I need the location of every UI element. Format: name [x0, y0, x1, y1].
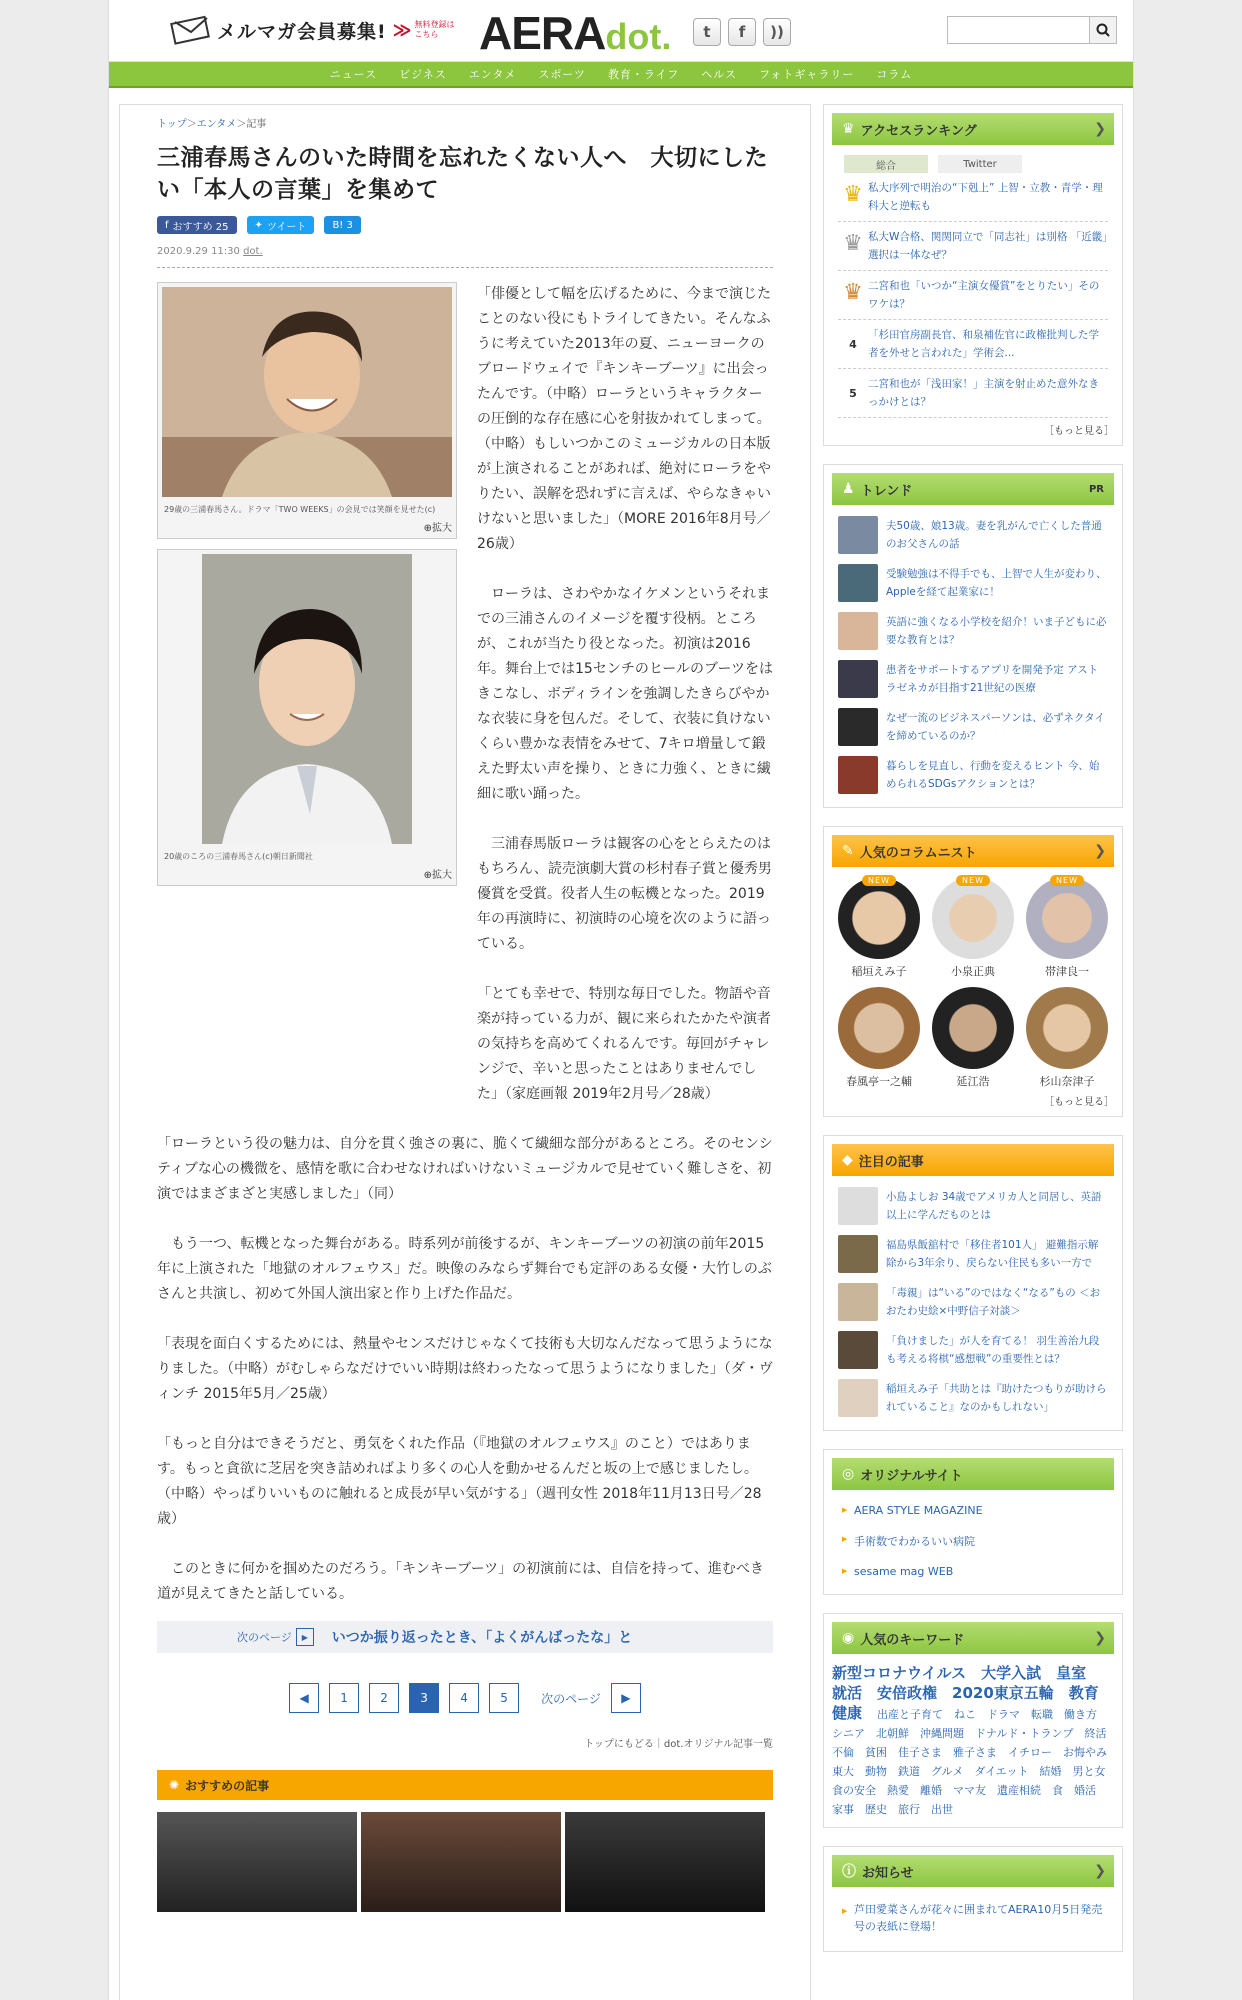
keyword-link[interactable]: 男と女	[1072, 1765, 1117, 1778]
ranking-box	[823, 104, 1123, 446]
next-page-label[interactable]: 次のページ	[237, 1631, 292, 1644]
original-site-link[interactable]: ▶ sesame mag WEB	[842, 1557, 1104, 1586]
keyword-link[interactable]: 転職	[1031, 1708, 1065, 1721]
recommended-thumb[interactable]	[361, 1812, 561, 1912]
chevron-right-icon: ❯	[1094, 1630, 1106, 1646]
zoom-link-2[interactable]: ⊕拡大	[423, 870, 452, 881]
trend-item[interactable]: 受験勉強は不得手でも、上智で人生が変わり、Appleを経て起業家に！	[838, 559, 1108, 607]
news-link[interactable]: ▶ 芦田愛菜さんが花々に囲まれてAERA10月5日発売号の表紙に登場！	[842, 1893, 1104, 1943]
keyword-link[interactable]: 皇室	[1056, 1664, 1102, 1682]
mailmag-banner[interactable]	[169, 14, 461, 46]
person-icon: ♟	[842, 481, 855, 497]
original-list-link[interactable]: dot.オリジナル記事一覧	[663, 1739, 773, 1750]
photo-figure-1[interactable]	[157, 282, 457, 539]
columnist-box	[823, 826, 1123, 1117]
chevron-right-icon: ❯	[1094, 1863, 1106, 1879]
facebook-icon[interactable]: f	[728, 18, 756, 46]
article-meta	[157, 246, 773, 268]
paragraph: 三浦春馬版ローラは観客の心をとらえたのはもちろん、読売演劇大賞の杉村春子賞と優秀男優賞を受賞。役者人生の転機となった。2019年の再演時に、初演時の心境を次のように語っている。	[477, 836, 772, 952]
envelope-icon	[169, 14, 213, 46]
pr-badge: PR	[1088, 483, 1104, 495]
featured-item[interactable]: 福島県飯舘村で「移住者101人」 避難指示解除から3年余り、戻らない住民も多い一方で	[838, 1230, 1108, 1278]
ranking-item[interactable]: ♛ 私大序列で明治の“下剋上” 上智・立教・青学・理科大と逆転も	[838, 173, 1108, 222]
article-body-side	[477, 282, 773, 1132]
trend-thumb	[838, 660, 878, 698]
facebook-icon: f	[165, 219, 169, 231]
global-nav	[109, 62, 1133, 88]
rss-icon[interactable]: ))	[763, 18, 791, 46]
original-site-link[interactable]: ▶ AERA STYLE MAGAZINE	[842, 1496, 1104, 1525]
article-title: 三浦春馬さんのいた時間を忘れたくない人へ 大切にしたい「本人の言葉」を集めて	[157, 145, 768, 203]
columnist-avatar	[932, 987, 1014, 1069]
keyword-link[interactable]: シニア	[832, 1727, 876, 1740]
photo-caption-2: 20歳のころの三浦春馬さん(c)朝日新聞社	[164, 852, 313, 861]
page-link-current[interactable]: 3	[409, 1683, 439, 1713]
next-page-teaser[interactable]	[157, 1621, 773, 1653]
keyword-link[interactable]: 結婚	[1039, 1765, 1073, 1778]
rank-number: 5	[849, 387, 857, 400]
silver-crown-icon: ♛	[843, 230, 863, 256]
columnist[interactable]: NEW 小泉正典	[926, 877, 1020, 979]
keyword-link[interactable]: 離婚	[920, 1784, 953, 1797]
article-column	[119, 104, 811, 2000]
featured-thumb	[838, 1187, 878, 1225]
keyword-link[interactable]: 雅子さま	[953, 1746, 1008, 1759]
bottom-links: トップにもどる｜dot.オリジナル記事一覧	[584, 1739, 773, 1750]
ranking-item[interactable]: ♛ 二宮和也「いつか“主演女優賞”をとりたい」そのワケは？	[838, 271, 1108, 320]
tag-icon: ◆	[842, 1152, 853, 1168]
trend-item[interactable]: 英語に強くなる小学校を紹介！いま子どもに必要な教育とは？	[838, 607, 1108, 655]
nav-item[interactable]: エンタメ	[468, 68, 517, 81]
keyword-link[interactable]: 東大	[832, 1765, 865, 1778]
paragraph: 「とても幸せで、特別な毎日でした。物語や音楽が持っている力が、観に来られたかたや演者の気持ちを高めてくれるんです。毎回がチャレンジで、辛いと思ったことはありませんでした」（家庭画報 2019年2月号／28歳）	[477, 986, 771, 1102]
breadcrumb-top[interactable]: トップ	[157, 119, 187, 130]
new-badge: NEW	[1050, 875, 1084, 886]
keyword-link[interactable]: ドナルド・トランプ	[975, 1727, 1085, 1740]
play-icon: ▶	[296, 1628, 314, 1646]
next-page-button[interactable]: ▶	[611, 1683, 641, 1713]
columnist-avatar	[1026, 877, 1108, 959]
columnist-avatar	[1026, 987, 1108, 1069]
trend-thumb	[838, 516, 878, 554]
bronze-crown-icon: ♛	[843, 279, 863, 305]
ranking-item[interactable]: ♛ 私大W合格、関関同立で「同志社」は別格 「近畿」選択は一体なぜ？	[838, 222, 1108, 271]
tab-twitter[interactable]: Twitter	[938, 155, 1022, 173]
featured-item[interactable]: 小島よしお 34歳でアメリカ人と同居し、英語以上に学んだものとは	[838, 1182, 1108, 1230]
keyword-link[interactable]: 婚活	[1074, 1784, 1107, 1797]
twitter-icon[interactable]: t	[693, 18, 721, 46]
trend-item[interactable]: なぜ一流のビジネスパーソンは、必ずネクタイを締めているのか？	[838, 703, 1108, 751]
keyword-link[interactable]: ママ友	[953, 1784, 997, 1797]
keyword-link[interactable]: 出世	[931, 1803, 964, 1816]
keyword-link[interactable]: 食	[1052, 1784, 1074, 1797]
breadcrumb-category[interactable]: エンタメ	[196, 119, 237, 130]
keyword-link[interactable]: ダイエット	[974, 1765, 1040, 1778]
nav-item[interactable]: 教育・ライフ	[607, 68, 680, 81]
ranking-tabs	[844, 155, 1114, 173]
keyword-link[interactable]: 家事	[832, 1803, 865, 1816]
page-link[interactable]: 1	[329, 1683, 359, 1713]
bulb-icon: ✺	[169, 1778, 180, 1792]
featured-item[interactable]: 「負けました」が人を育てる！ 羽生善治九段も考える将棋“感想戦”の重要性とは？	[838, 1326, 1108, 1374]
chevron-right-icon: ❯	[1094, 121, 1106, 137]
original-site-link[interactable]: ▶ 手術数でわかるいい病院	[842, 1525, 1104, 1557]
trend-header: ♟ トレンド PR	[832, 473, 1114, 505]
nav-item[interactable]: ニュース	[329, 68, 378, 81]
nav-item[interactable]: フォトギャラリー	[758, 68, 855, 81]
search-input[interactable]	[947, 16, 1089, 44]
trend-item[interactable]: 夫50歳、娘13歳。妻を乳がんで亡くした普通のお父さんの話	[838, 511, 1108, 559]
keyword-link[interactable]: お悔やみ	[1063, 1746, 1118, 1759]
next-page-title[interactable]: いつか振り返ったとき、「よくがんばったな」と	[331, 1630, 633, 1646]
keyword-link[interactable]: グルメ	[931, 1765, 975, 1778]
paragraph: もう一つ、転機となった舞台がある。時系列が前後するが、キンキーブーツの初演の前年2015年に上演された「地獄のオルフェウス」だ。映像のみならず舞台でも定評のある女優・大竹しのぶさんと共演し、初めて外国人演出家と作り上げた作品だ。	[157, 1236, 772, 1302]
trend-box	[823, 464, 1123, 808]
keywords-header[interactable]: ◉ 人気のキーワード ❯	[832, 1622, 1114, 1654]
ranking-more-link[interactable]: ［もっと見る］	[1044, 426, 1114, 437]
keyword-link[interactable]: 2020東京五輪	[952, 1684, 1069, 1702]
facebook-recommend-button[interactable]: f おすすめ 25	[157, 216, 237, 234]
original-sites-header: ◎ オリジナルサイト	[832, 1458, 1114, 1490]
page-link[interactable]: 2	[369, 1683, 399, 1713]
columnist-more-link[interactable]: ［もっと見る］	[1044, 1097, 1114, 1108]
featured-thumb	[838, 1331, 878, 1369]
keyword-link[interactable]: 旅行	[898, 1803, 931, 1816]
featured-item[interactable]: 「毒親」は“いる”のではなく“なる”もの ＜おおたわ史絵×中野信子対談＞	[838, 1278, 1108, 1326]
trend-thumb	[838, 708, 878, 746]
keyword-cloud	[832, 1664, 1118, 1819]
featured-item[interactable]: 稲垣えみ子「共助とは『助けたつもりが助けられていること』なのかもしれない」	[838, 1374, 1108, 1422]
paragraph: 「もっと自分はできそうだと、勇気をくれた作品（『地獄のオルフェウス』のこと）ではあります。もっと貪欲に芝居を突き詰めればより多くの心人を動かせるんだと坂の上で感じましたし。（中略）やっぱりいいものに触れると成長が早い気がする」（週刊女性 2018年11月13日号／28歳）	[157, 1436, 762, 1527]
mailmag-sub[interactable]: 無料登録はこちら	[414, 20, 455, 39]
recommended-thumbnails	[157, 1812, 773, 1912]
news-box	[823, 1846, 1123, 1952]
columnist-avatar	[932, 877, 1014, 959]
magnifier-icon: ⊕	[423, 870, 432, 881]
keyword-link[interactable]: 終活	[1084, 1727, 1118, 1740]
new-badge: NEW	[862, 875, 896, 886]
hatena-bookmark-button[interactable]: B! 3	[324, 216, 360, 234]
target-icon: ◉	[842, 1630, 855, 1646]
pagination	[157, 1683, 773, 1713]
back-to-top-link[interactable]: トップにもどる	[584, 1739, 654, 1750]
keyword-link[interactable]: ねこ	[954, 1708, 988, 1721]
ranking-header[interactable]: ♛ アクセスランキング ❯	[832, 113, 1114, 145]
keyword-link[interactable]: 動物	[865, 1765, 898, 1778]
breadcrumb-current: 記事	[246, 119, 267, 130]
sidebar	[823, 104, 1123, 1970]
keyword-link[interactable]: 就活	[832, 1684, 878, 1702]
keyword-link[interactable]: 働き方	[1064, 1708, 1109, 1721]
keyword-link[interactable]: 不倫	[832, 1746, 865, 1759]
keyword-link[interactable]: 北朝鮮	[876, 1727, 920, 1740]
nav-item[interactable]: スポーツ	[538, 68, 586, 81]
keyword-link[interactable]: ドラマ	[987, 1708, 1032, 1721]
recommended-thumb[interactable]	[565, 1812, 765, 1912]
nav-item[interactable]: コラム	[876, 68, 913, 81]
featured-thumb	[838, 1379, 878, 1417]
featured-thumb	[838, 1235, 878, 1273]
keyword-link[interactable]: 貧困	[865, 1746, 898, 1759]
article-body	[157, 1132, 773, 1607]
ranking-item[interactable]: 5 二宮和也が「浅田家！」主演を射止めた意外なきっかけとは？	[838, 369, 1108, 418]
columnist-grid	[832, 877, 1114, 1089]
pen-icon: ✎	[842, 843, 854, 859]
keyword-link[interactable]: 教育	[1068, 1684, 1114, 1702]
keyword-link[interactable]: 歴史	[865, 1803, 898, 1816]
keyword-link[interactable]: 鉄道	[898, 1765, 931, 1778]
photo-smiling-man[interactable]	[162, 287, 452, 497]
nav-item[interactable]: ビジネス	[399, 68, 447, 81]
paragraph: 「俳優として幅を広げるために、今まで演じたことのない役にもトライしてきたい。そんなふうに考えていた2013年の夏、ニューヨークのブロードウェイで『キンキーブーツ』に出会ったんです。（中略）ローラというキャラクターの圧倒的な存在感に心を射抜かれてしまって。（中略）もしいつかこのミュージカルの日本版が上演されることがあれば、絶対にローラをやりたい、誤解を恐れずに言えば、やらなきゃいけないと思いました」（MORE 2016年8月号／26歳）	[477, 286, 771, 552]
photo-young-man[interactable]	[162, 554, 452, 844]
recommended-thumb[interactable]	[157, 1812, 357, 1912]
social-links	[693, 18, 791, 46]
keyword-link[interactable]: 大学入試	[981, 1664, 1057, 1682]
crown-icon: ♛	[842, 121, 855, 137]
columnist-avatar	[838, 877, 920, 959]
photo-caption-1: 29歳の三浦春馬さん。ドラマ「TWO WEEKS」の会見では笑顔を見せた(c)	[164, 505, 436, 514]
keywords-box	[823, 1613, 1123, 1828]
mailmag-label[interactable]: メルマガ会員募集!	[217, 20, 387, 43]
gold-crown-icon: ♛	[843, 181, 863, 207]
featured-box	[823, 1135, 1123, 1431]
nav-item[interactable]: ヘルス	[701, 68, 737, 81]
paragraph: 「ローラという役の魅力は、自分を貫く強さの裏に、脆くて繊細な部分があるところ。そのセンシティブな心の機微を、感情を歌に合わせなければいけないミュージカルで見せていく難しさを、初演ではまざまざと実感しました」（同）	[157, 1136, 773, 1202]
trend-thumb	[838, 756, 878, 794]
trend-item[interactable]: 暮らしを見直し、行動を変えるヒント 今、始められるSDGsアクションとは？	[838, 751, 1108, 799]
page-link[interactable]: 4	[449, 1683, 479, 1713]
featured-header: ◆ 注目の記事	[832, 1144, 1114, 1176]
recommended-header: ✺ おすすめの記事	[157, 1770, 773, 1800]
site-logo[interactable]: AERAdot.	[479, 7, 672, 59]
keyword-link[interactable]: 食の安全	[832, 1784, 887, 1797]
keyword-link[interactable]: 沖縄問題	[920, 1727, 975, 1740]
keyword-link[interactable]: 安倍政権	[877, 1684, 953, 1702]
keyword-link[interactable]: 佳子さま	[898, 1746, 953, 1759]
trend-item[interactable]: 患者をサポートするアプリを開発予定 アストラゼネカが目指す21世紀の医療	[838, 655, 1108, 703]
breadcrumb: トップ＞エンタメ＞記事	[157, 119, 267, 130]
paragraph: ローラは、さわやかなイケメンというそれまでの三浦さんのイメージを覆す役柄。ところが、これが当たり役となった。初演は2016年。舞台上では15センチのヒールのブーツをはきこなし、ボディラインを強調したきらびやかな衣装に身を包んだ。そして、衣装に負けないくらい豊かな表情をみせて、7キロ増量して鍛えた野太い声を操り、ときに力強く、ときに繊細に歌い踊った。	[477, 586, 773, 802]
keyword-link[interactable]: イチロー	[1008, 1746, 1063, 1759]
keyword-link[interactable]: 出産と子育て	[877, 1708, 955, 1721]
rank-number: 4	[849, 338, 857, 351]
columnist[interactable]: NEW 稲垣えみ子	[832, 877, 926, 979]
ranking-item[interactable]: 4 「杉田官房副長官、和泉補佐官に政権批判した学者を外せと言われた」学術会...	[838, 320, 1108, 369]
columnist[interactable]: 杉山奈津子	[1020, 987, 1114, 1089]
info-icon: ⓘ	[842, 1864, 856, 1880]
photo-figure-2[interactable]	[157, 549, 457, 886]
tab-overall[interactable]: 総合	[844, 155, 928, 173]
magnifier-icon: ⊕	[423, 523, 432, 534]
news-header[interactable]: ⓘ お知らせ ❯	[832, 1855, 1114, 1887]
site-header	[109, 0, 1133, 62]
article-source[interactable]: dot.	[243, 246, 263, 257]
globe-icon: ◎	[842, 1466, 855, 1482]
keyword-link[interactable]: 健康	[832, 1704, 878, 1722]
columnist-avatar	[838, 987, 920, 1069]
prev-page-button[interactable]: ◀	[289, 1683, 319, 1713]
search-box	[947, 16, 1117, 44]
trend-thumb	[838, 564, 878, 602]
page	[108, 0, 1134, 2000]
trend-thumb	[838, 612, 878, 650]
next-page-link[interactable]: 次のページ	[541, 1691, 601, 1706]
search-button[interactable]	[1089, 16, 1117, 44]
share-buttons	[157, 216, 773, 234]
paragraph: 「表現を面白くするためには、熱量やセンスだけじゃなくて技術も大切なんだなって思うようになりました。（中略）がむしゃらなだけでいい時期は終わったなって思うようになりました」（ダ・ヴィンチ 2015年5月／25歳）	[157, 1336, 773, 1402]
columnist[interactable]: 延江浩	[926, 987, 1020, 1089]
double-chevron-icon: ≫	[392, 19, 412, 41]
page-link[interactable]: 5	[489, 1683, 519, 1713]
chevron-right-icon: ❯	[1094, 843, 1106, 859]
search-icon	[1096, 23, 1110, 37]
keyword-link[interactable]: 新型コロナウイルス	[832, 1664, 982, 1682]
featured-thumb	[838, 1283, 878, 1321]
original-sites-box	[823, 1449, 1123, 1595]
zoom-link-1[interactable]: ⊕拡大	[423, 523, 452, 534]
article-date: 2020.9.29 11:30	[157, 246, 240, 257]
tweet-button[interactable]: ✦ ツイート	[247, 216, 315, 234]
paragraph: このときに何かを掴めたのだろう。「キンキーブーツ」の初演前には、自信を持って、進むべき道が見えてきたと話している。	[157, 1561, 764, 1602]
columnist-header[interactable]: ✎ 人気のコラムニスト ❯	[832, 835, 1114, 867]
new-badge: NEW	[956, 875, 990, 886]
columnist[interactable]: NEW 帯津良一	[1020, 877, 1114, 979]
keyword-link[interactable]: 熱愛	[887, 1784, 920, 1797]
keyword-link[interactable]: 遺産相続	[997, 1784, 1052, 1797]
columnist[interactable]: 春風亭一之輔	[832, 987, 926, 1089]
twitter-bird-icon: ✦	[254, 219, 263, 231]
